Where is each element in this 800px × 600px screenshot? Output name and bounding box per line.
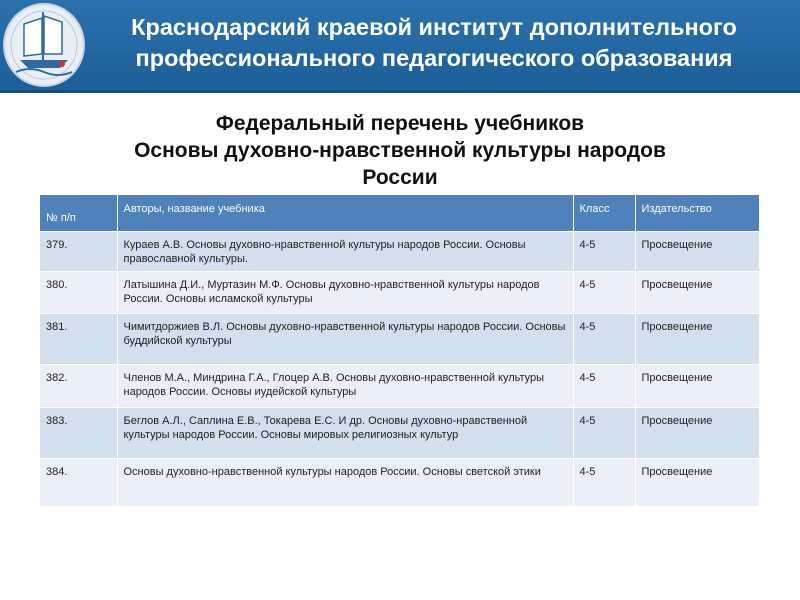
table-header-row	[40, 195, 759, 231]
institute-title	[84, 12, 784, 74]
table-row	[40, 458, 759, 506]
row-title: Кураев А.В. Основы духовно-нравственной культуры народов России. Основы православной культуры.	[117, 231, 573, 271]
row-number: 379.	[40, 231, 117, 271]
header-banner	[0, 0, 800, 93]
row-number: 383.	[40, 407, 117, 458]
row-title: Членов М.А., Миндрина Г.А., Глоцер А.В. Основы духовно-нравственной культуры народов России. Основы иудейской культуры	[117, 364, 573, 407]
institute-title-line2: профессионального педагогического образования	[135, 45, 733, 71]
row-title: Чимитдоржиев В.Л. Основы духовно-нравственной культуры народов России. Основы буддийской культуры	[117, 313, 573, 364]
row-number: 384.	[40, 458, 117, 506]
textbook-table	[40, 195, 760, 506]
row-number: 382.	[40, 364, 117, 407]
row-number: 380.	[40, 271, 117, 313]
row-publisher: Просвещение	[635, 313, 759, 364]
document-title-line2: Основы духовно-нравственной культуры народов	[134, 139, 666, 162]
row-title: Латышина Д.И., Муртазин М.Ф. Основы духовно-нравственной культуры народов России. Основы исламской культуры	[117, 271, 573, 313]
row-publisher: Просвещение	[635, 407, 759, 458]
row-publisher: Просвещение	[635, 271, 759, 313]
column-header-number: № п/п	[40, 195, 117, 231]
row-grade: 4-5	[573, 458, 635, 506]
row-publisher: Просвещение	[635, 231, 759, 271]
column-header-title: Авторы, название учебника	[117, 195, 573, 231]
document-title-line1: Федеральный перечень учебников	[215, 112, 585, 135]
row-title: Беглов А.Л., Саплина Е.В., Токарева Е.С. И др. Основы духовно-нравственной культуры народов России. Основы мировых религиозных культур	[117, 407, 573, 458]
row-number: 381.	[40, 313, 117, 364]
row-grade: 4-5	[573, 364, 635, 407]
table-row	[40, 407, 759, 458]
document-title	[0, 110, 800, 191]
row-publisher: Просвещение	[635, 458, 759, 506]
row-grade: 4-5	[573, 271, 635, 313]
institute-ship-logo-icon	[2, 2, 86, 88]
table-row	[40, 271, 759, 313]
institute-title-line1: Краснодарский краевой институт дополнительного	[131, 14, 737, 40]
document-title-line3: России	[362, 166, 438, 189]
table-row	[40, 364, 759, 407]
row-grade: 4-5	[573, 407, 635, 458]
row-grade: 4-5	[573, 313, 635, 364]
column-header-grade: Класс	[573, 195, 635, 231]
row-grade: 4-5	[573, 231, 635, 271]
table-row	[40, 231, 759, 271]
table-row	[40, 313, 759, 364]
row-title: Основы духовно-нравственной культуры народов России. Основы светской этики	[117, 458, 573, 506]
row-publisher: Просвещение	[635, 364, 759, 407]
column-header-publisher: Издательство	[635, 195, 759, 231]
